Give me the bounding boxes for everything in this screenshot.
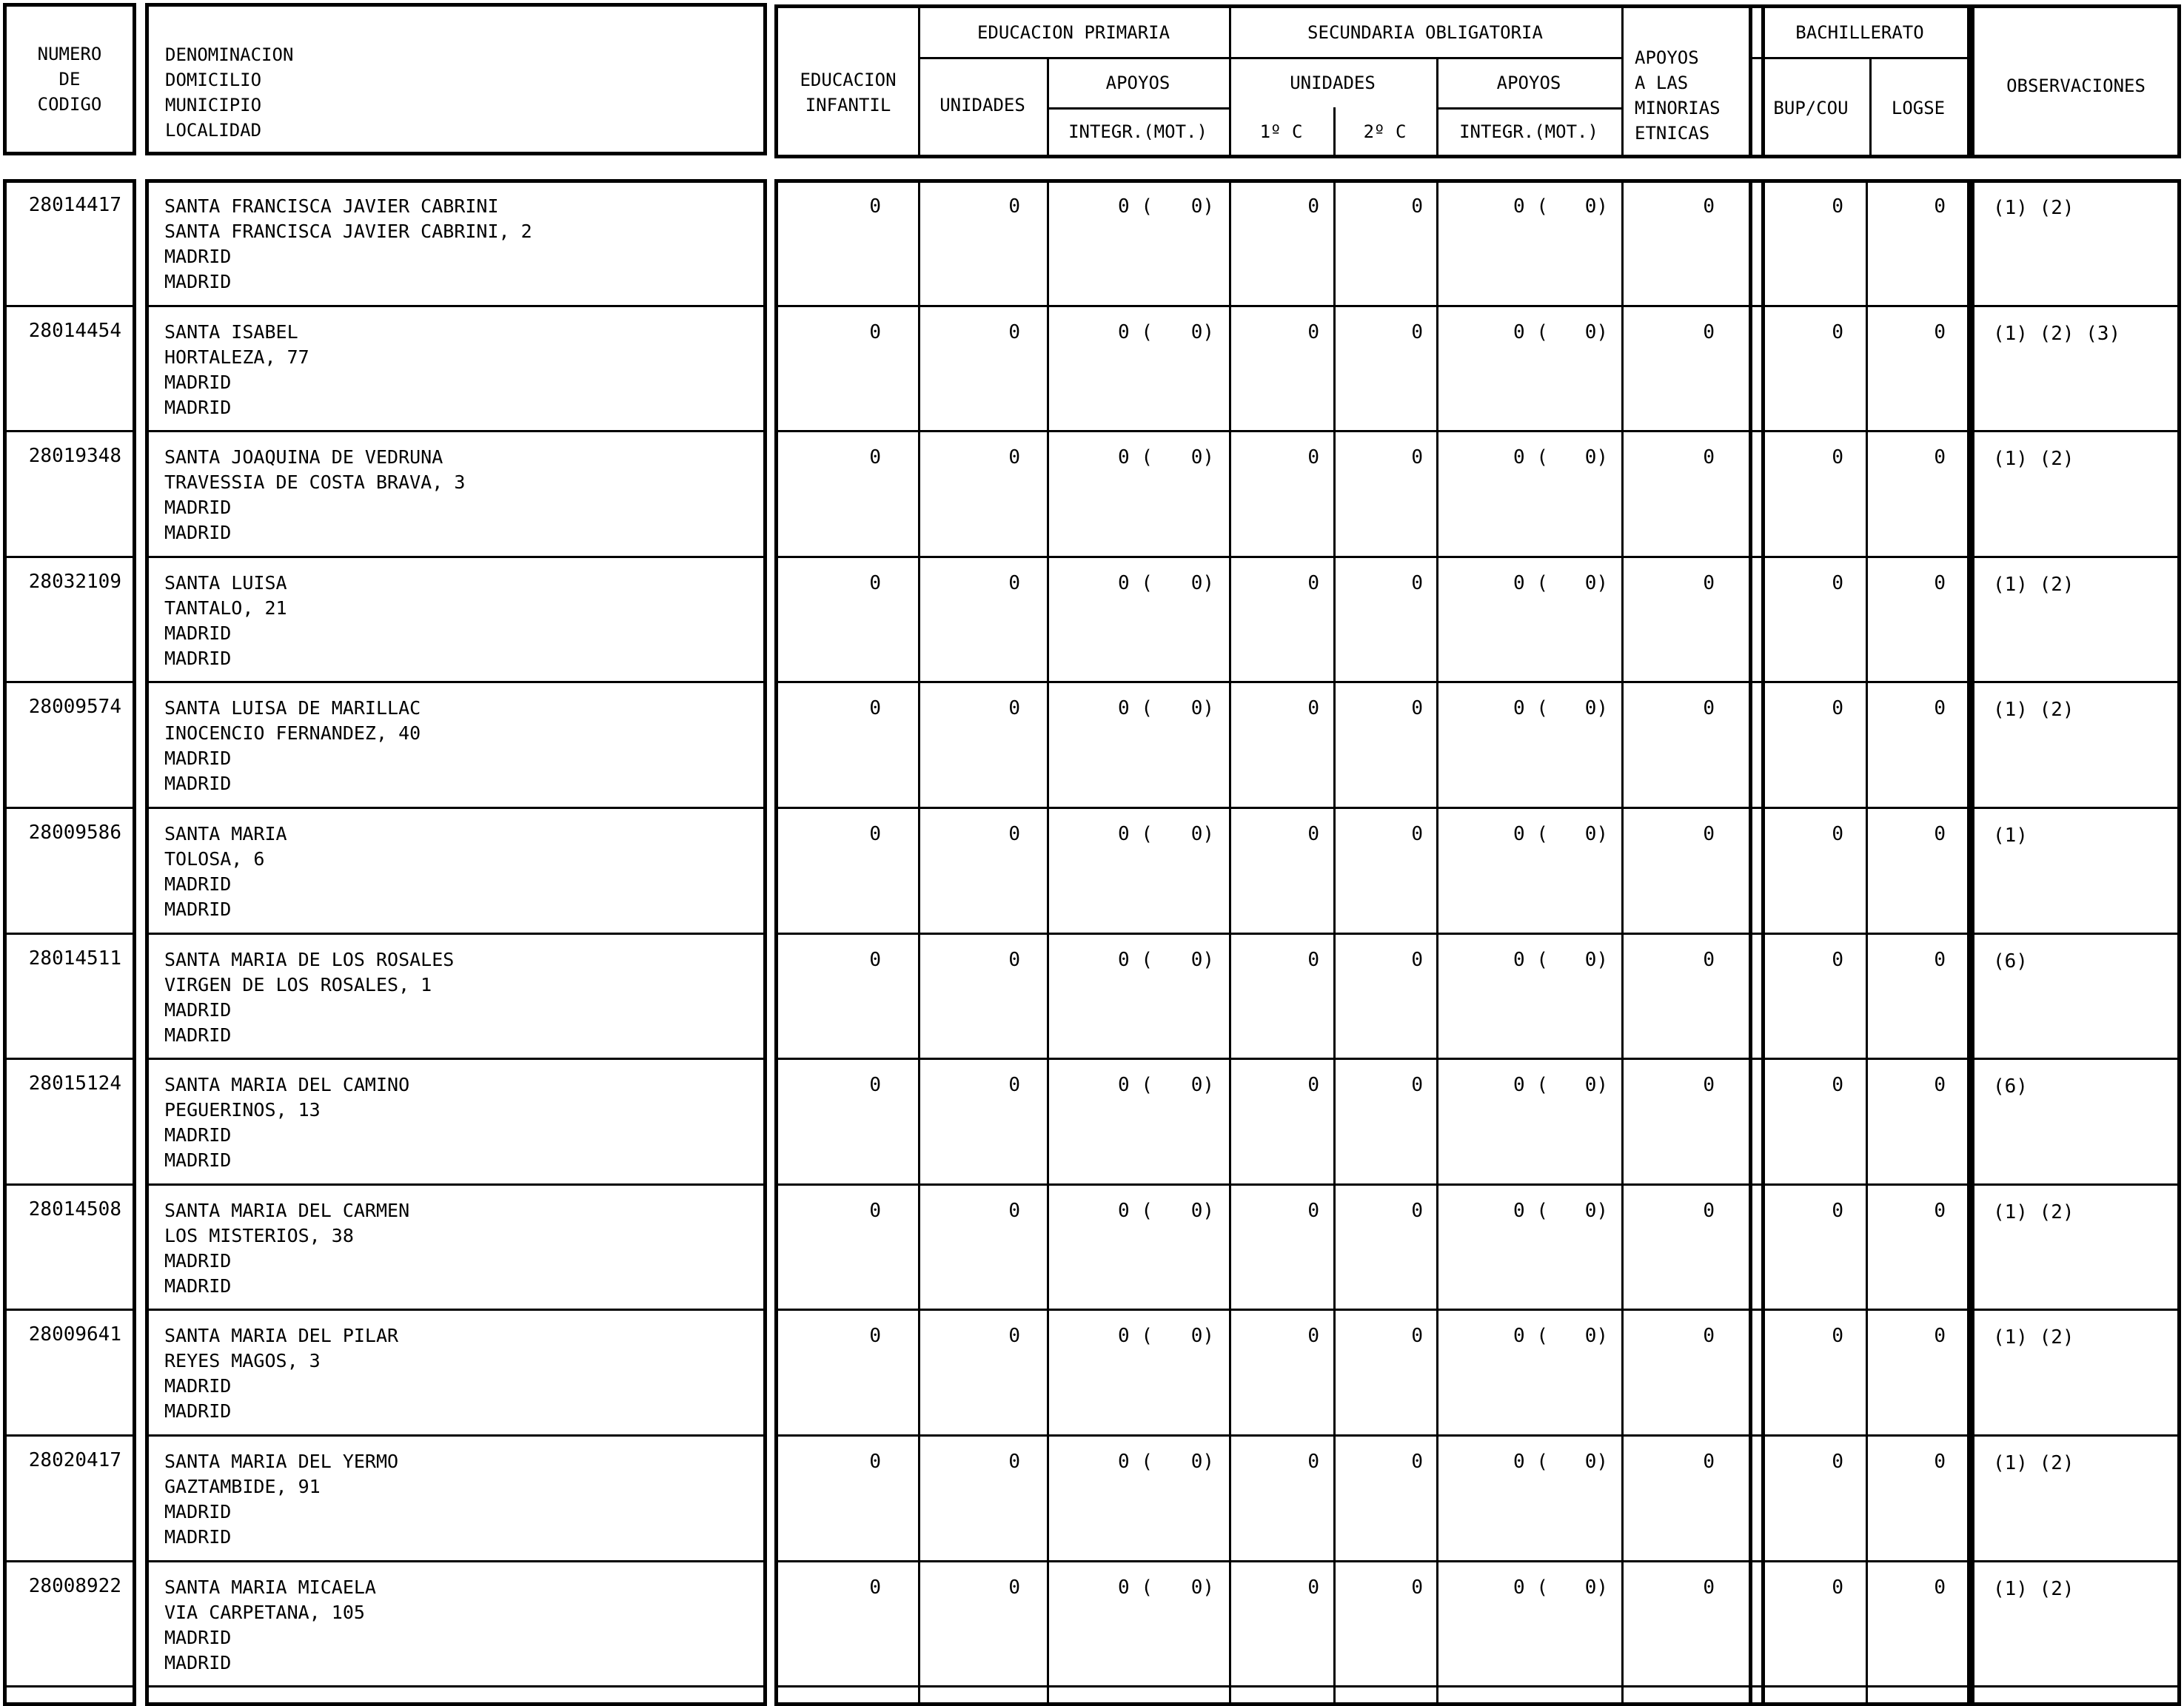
header-numero — [7, 41, 133, 117]
domicilio-value: VIA CARPETANA, 105 — [164, 1602, 365, 1623]
secundaria-mot-value: 0) — [1584, 1074, 1608, 1096]
localidad-value: MADRID — [164, 773, 232, 794]
body-box-bachillerato — [1749, 179, 1971, 1706]
domicilio-value: PEGUERINOS, 13 — [164, 1099, 321, 1121]
primaria-unidades-value: 0 — [1008, 823, 1020, 845]
header-box-denominacion — [145, 3, 767, 155]
header-segundo-ciclo: 2º C — [1363, 121, 1407, 142]
observaciones-value: (1) (2) — [1993, 1578, 2074, 1600]
secundaria-2c-value: 0 — [1411, 1200, 1423, 1222]
primaria-apoyos-value: 0 ( — [1118, 321, 1153, 343]
primaria-unidades-value: 0 — [1008, 1200, 1020, 1222]
domicilio-value: TOLOSA, 6 — [164, 848, 265, 870]
header-secundaria-integr: INTEGR.(MOT.) — [1459, 121, 1598, 142]
primaria-apoyos-value: 0 ( — [1118, 1451, 1153, 1473]
secundaria-2c-value: 0 — [1411, 823, 1423, 845]
municipio-value: MADRID — [164, 497, 232, 518]
secundaria-apoyos-value: 0 ( — [1513, 321, 1548, 343]
localidad-value: MADRID — [164, 522, 232, 543]
primaria-unidades-value: 0 — [1008, 321, 1020, 343]
infantil-value: 0 — [869, 446, 881, 469]
primaria-apoyos-value: 0 ( — [1118, 1576, 1153, 1599]
centro-info — [164, 1072, 409, 1173]
infantil-value: 0 — [869, 949, 881, 971]
codigo-value: 28009586 — [28, 822, 121, 844]
centro-info — [164, 194, 532, 295]
header-box-niveles — [774, 4, 1765, 158]
header-minorias-line: A LAS — [1635, 73, 1689, 93]
header-infantil-line: EDUCACION — [800, 70, 897, 90]
infantil-value: 0 — [869, 1074, 881, 1096]
observaciones-value: (1) (2) — [1993, 1326, 2074, 1349]
secundaria-mot-value: 0) — [1584, 697, 1608, 719]
bup-cou-value: 0 — [1832, 1451, 1843, 1473]
secundaria-apoyos-value: 0 ( — [1513, 823, 1548, 845]
municipio-value: MADRID — [164, 873, 232, 895]
secundaria-mot-value: 0) — [1584, 321, 1608, 343]
bup-cou-value: 0 — [1832, 446, 1843, 469]
codigo-value: 28009641 — [28, 1323, 121, 1346]
header-denominacion-line: MUNICIPIO — [165, 95, 262, 115]
minorias-value: 0 — [1703, 446, 1715, 469]
primaria-mot-value: 0) — [1190, 697, 1214, 719]
logse-value: 0 — [1934, 1074, 1946, 1096]
secundaria-2c-value: 0 — [1411, 1074, 1423, 1096]
localidad-value: MADRID — [164, 1400, 232, 1422]
primaria-mot-value: 0) — [1190, 1200, 1214, 1222]
centro-info — [164, 696, 421, 796]
header-box-codigo — [3, 3, 136, 155]
localidad-value: MADRID — [164, 1149, 232, 1171]
codigo-value: 28032109 — [28, 571, 121, 593]
bup-cou-value: 0 — [1832, 195, 1843, 218]
secundaria-mot-value: 0) — [1584, 1576, 1608, 1599]
secundaria-mot-value: 0) — [1584, 195, 1608, 218]
header-primer-ciclo: 1º C — [1259, 121, 1303, 142]
observaciones-value: (1) (2) — [1993, 448, 2074, 470]
primaria-apoyos-value: 0 ( — [1118, 1200, 1153, 1222]
domicilio-value: SANTA FRANCISCA JAVIER CABRINI, 2 — [164, 221, 532, 242]
header-primaria-apoyos: APOYOS — [1105, 73, 1170, 93]
primaria-mot-value: 0) — [1190, 195, 1214, 218]
logse-value: 0 — [1934, 949, 1946, 971]
secundaria-mot-value: 0) — [1584, 823, 1608, 845]
denominacion-value: SANTA LUISA DE MARILLAC — [164, 697, 421, 719]
infantil-value: 0 — [869, 1325, 881, 1347]
localidad-value: MADRID — [164, 1275, 232, 1297]
municipio-value: MADRID — [164, 1501, 232, 1522]
minorias-value: 0 — [1703, 1576, 1715, 1599]
logse-value: 0 — [1934, 1325, 1946, 1347]
bup-cou-value: 0 — [1832, 1074, 1843, 1096]
municipio-value: MADRID — [164, 372, 232, 393]
secundaria-2c-value: 0 — [1411, 195, 1423, 218]
header-educacion-primaria: EDUCACION PRIMARIA — [977, 22, 1170, 43]
centro-info — [164, 320, 309, 420]
header-minorias-line: APOYOS — [1635, 47, 1699, 68]
header-logse: LOGSE — [1891, 98, 1946, 118]
secundaria-1c-value: 0 — [1307, 949, 1319, 971]
denominacion-value: SANTA MARIA MICAELA — [164, 1576, 376, 1598]
logse-value: 0 — [1934, 1451, 1946, 1473]
infantil-value: 0 — [869, 697, 881, 719]
centro-info — [164, 445, 465, 545]
centro-info — [164, 1449, 398, 1550]
primaria-unidades-value: 0 — [1008, 195, 1020, 218]
header-box-bachillerato — [1749, 4, 1971, 158]
secundaria-1c-value: 0 — [1307, 1074, 1319, 1096]
header-denominacion — [165, 42, 293, 143]
domicilio-value: INOCENCIO FERNANDEZ, 40 — [164, 722, 421, 744]
secundaria-apoyos-value: 0 ( — [1513, 949, 1548, 971]
denominacion-value: SANTA MARIA — [164, 823, 287, 844]
logse-value: 0 — [1934, 195, 1946, 218]
secundaria-1c-value: 0 — [1307, 697, 1319, 719]
header-box-observaciones — [1971, 4, 2181, 158]
primaria-apoyos-value: 0 ( — [1118, 1325, 1153, 1347]
minorias-value: 0 — [1703, 572, 1715, 594]
minorias-value: 0 — [1703, 321, 1715, 343]
secundaria-2c-value: 0 — [1411, 321, 1423, 343]
denominacion-value: SANTA LUISA — [164, 572, 287, 594]
header-numero-line: CODIGO — [37, 94, 102, 115]
body-box-niveles — [774, 179, 1765, 1706]
primaria-apoyos-value: 0 ( — [1118, 949, 1153, 971]
primaria-apoyos-value: 0 ( — [1118, 572, 1153, 594]
primaria-mot-value: 0) — [1190, 1325, 1214, 1347]
logse-value: 0 — [1934, 823, 1946, 845]
municipio-value: MADRID — [164, 748, 232, 769]
header-primaria-integr: INTEGR.(MOT.) — [1068, 121, 1207, 142]
primaria-apoyos-value: 0 ( — [1118, 195, 1153, 218]
localidad-value: MADRID — [164, 648, 232, 669]
secundaria-1c-value: 0 — [1307, 1200, 1319, 1222]
codigo-value: 28020417 — [28, 1449, 121, 1471]
minorias-value: 0 — [1703, 1074, 1715, 1096]
observaciones-value: (6) — [1993, 1075, 2028, 1098]
secundaria-apoyos-value: 0 ( — [1513, 1451, 1548, 1473]
denominacion-value: SANTA MARIA DEL PILAR — [164, 1325, 399, 1346]
header-secundaria-unidades: UNIDADES — [1290, 73, 1376, 93]
primaria-unidades-value: 0 — [1008, 1325, 1020, 1347]
header-educacion-infantil — [778, 67, 918, 118]
secundaria-mot-value: 0) — [1584, 949, 1608, 971]
secundaria-mot-value: 0) — [1584, 1200, 1608, 1222]
minorias-value: 0 — [1703, 195, 1715, 218]
logse-value: 0 — [1934, 1200, 1946, 1222]
header-numero-line: DE — [58, 69, 81, 90]
secundaria-apoyos-value: 0 ( — [1513, 1576, 1548, 1599]
infantil-value: 0 — [869, 823, 881, 845]
localidad-value: MADRID — [164, 1024, 232, 1046]
logse-value: 0 — [1934, 572, 1946, 594]
bup-cou-value: 0 — [1832, 823, 1843, 845]
codigo-value: 28014417 — [28, 194, 121, 216]
municipio-value: MADRID — [164, 1250, 232, 1272]
primaria-mot-value: 0) — [1190, 949, 1214, 971]
header-bachillerato: BACHILLERATO — [1795, 22, 1924, 43]
observaciones-value: (1) — [1993, 825, 2028, 847]
secundaria-1c-value: 0 — [1307, 195, 1319, 218]
secundaria-2c-value: 0 — [1411, 572, 1423, 594]
localidad-value: MADRID — [164, 271, 232, 292]
denominacion-value: SANTA MARIA DEL CAMINO — [164, 1074, 410, 1095]
observaciones-value: (1) (2) — [1993, 1452, 2074, 1474]
observaciones-value: (1) (2) (3) — [1993, 323, 2121, 345]
bup-cou-value: 0 — [1832, 1200, 1843, 1222]
secundaria-2c-value: 0 — [1411, 446, 1423, 469]
primaria-unidades-value: 0 — [1008, 1451, 1020, 1473]
codigo-value: 28014454 — [28, 320, 121, 342]
secundaria-apoyos-value: 0 ( — [1513, 1200, 1548, 1222]
observaciones-value: (1) (2) — [1993, 197, 2074, 219]
primaria-unidades-value: 0 — [1008, 1074, 1020, 1096]
codigo-value: 28014508 — [28, 1198, 121, 1220]
centro-info — [164, 1198, 409, 1299]
denominacion-value: SANTA MARIA DEL YERMO — [164, 1451, 399, 1472]
codigo-value: 28009574 — [28, 696, 121, 718]
denominacion-value: SANTA JOAQUINA DE VEDRUNA — [164, 446, 443, 468]
secundaria-mot-value: 0) — [1584, 572, 1608, 594]
bup-cou-value: 0 — [1832, 1576, 1843, 1599]
municipio-value: MADRID — [164, 1375, 232, 1397]
observaciones-value: (1) (2) — [1993, 574, 2074, 596]
header-minorias-line: MINORIAS — [1635, 98, 1721, 118]
header-minorias-line: ETNICAS — [1635, 123, 1710, 144]
municipio-value: MADRID — [164, 999, 232, 1021]
primaria-mot-value: 0) — [1190, 1451, 1214, 1473]
denominacion-value: SANTA MARIA DE LOS ROSALES — [164, 949, 455, 970]
minorias-value: 0 — [1703, 697, 1715, 719]
domicilio-value: TRAVESSIA DE COSTA BRAVA, 3 — [164, 471, 466, 493]
bup-cou-value: 0 — [1832, 1325, 1843, 1347]
centro-info — [164, 822, 287, 922]
domicilio-value: VIRGEN DE LOS ROSALES, 1 — [164, 974, 432, 995]
secundaria-2c-value: 0 — [1411, 949, 1423, 971]
logse-value: 0 — [1934, 446, 1946, 469]
infantil-value: 0 — [869, 572, 881, 594]
secundaria-1c-value: 0 — [1307, 572, 1319, 594]
localidad-value: MADRID — [164, 1652, 232, 1673]
secundaria-mot-value: 0) — [1584, 1325, 1608, 1347]
infantil-value: 0 — [869, 321, 881, 343]
infantil-value: 0 — [869, 195, 881, 218]
bup-cou-value: 0 — [1832, 949, 1843, 971]
primaria-mot-value: 0) — [1190, 321, 1214, 343]
header-numero-line: NUMERO — [37, 44, 102, 64]
header-secundaria-apoyos: APOYOS — [1496, 73, 1561, 93]
observaciones-value: (1) (2) — [1993, 699, 2074, 721]
body-box-observaciones — [1971, 179, 2181, 1706]
secundaria-apoyos-value: 0 ( — [1513, 1074, 1548, 1096]
localidad-value: MADRID — [164, 899, 232, 920]
infantil-value: 0 — [869, 1451, 881, 1473]
secundaria-apoyos-value: 0 ( — [1513, 1325, 1548, 1347]
municipio-value: MADRID — [164, 622, 232, 644]
domicilio-value: LOS MISTERIOS, 38 — [164, 1225, 354, 1246]
primaria-mot-value: 0) — [1190, 823, 1214, 845]
domicilio-value: GAZTAMBIDE, 91 — [164, 1476, 321, 1497]
codigo-value: 28015124 — [28, 1072, 121, 1095]
domicilio-value: TANTALO, 21 — [164, 597, 287, 619]
header-apoyos-minorias — [1635, 45, 1721, 146]
codigo-value: 28019348 — [28, 445, 121, 467]
secundaria-apoyos-value: 0 ( — [1513, 446, 1548, 469]
minorias-value: 0 — [1703, 1325, 1715, 1347]
header-observaciones: OBSERVACIONES — [2006, 75, 2146, 96]
centro-info — [164, 571, 287, 671]
minorias-value: 0 — [1703, 823, 1715, 845]
infantil-value: 0 — [869, 1200, 881, 1222]
primaria-apoyos-value: 0 ( — [1118, 823, 1153, 845]
centro-info — [164, 947, 454, 1048]
minorias-value: 0 — [1703, 1200, 1715, 1222]
header-infantil-line: INFANTIL — [805, 95, 891, 115]
secundaria-1c-value: 0 — [1307, 321, 1319, 343]
primaria-apoyos-value: 0 ( — [1118, 697, 1153, 719]
secundaria-1c-value: 0 — [1307, 1325, 1319, 1347]
logse-value: 0 — [1934, 321, 1946, 343]
localidad-value: MADRID — [164, 1526, 232, 1548]
primaria-apoyos-value: 0 ( — [1118, 446, 1153, 469]
logse-value: 0 — [1934, 697, 1946, 719]
secundaria-1c-value: 0 — [1307, 1576, 1319, 1599]
observaciones-value: (6) — [1993, 950, 2028, 973]
denominacion-value: SANTA MARIA DEL CARMEN — [164, 1200, 410, 1221]
primaria-mot-value: 0) — [1190, 572, 1214, 594]
localidad-value: MADRID — [164, 397, 232, 418]
primaria-unidades-value: 0 — [1008, 446, 1020, 469]
header-primaria-unidades: UNIDADES — [939, 95, 1025, 115]
secundaria-2c-value: 0 — [1411, 1325, 1423, 1347]
bup-cou-value: 0 — [1832, 697, 1843, 719]
primaria-mot-value: 0) — [1190, 446, 1214, 469]
secundaria-mot-value: 0) — [1584, 446, 1608, 469]
primaria-unidades-value: 0 — [1008, 572, 1020, 594]
codigo-value: 28014511 — [28, 947, 121, 970]
primaria-mot-value: 0) — [1190, 1576, 1214, 1599]
secundaria-2c-value: 0 — [1411, 1451, 1423, 1473]
minorias-value: 0 — [1703, 949, 1715, 971]
municipio-value: MADRID — [164, 246, 232, 267]
header-bup-cou: BUP/COU — [1773, 98, 1849, 118]
centro-info — [164, 1575, 376, 1676]
secundaria-2c-value: 0 — [1411, 697, 1423, 719]
primaria-unidades-value: 0 — [1008, 697, 1020, 719]
bup-cou-value: 0 — [1832, 572, 1843, 594]
infantil-value: 0 — [869, 1576, 881, 1599]
header-denominacion-line: DOMICILIO — [165, 70, 262, 90]
observaciones-value: (1) (2) — [1993, 1201, 2074, 1223]
centro-info — [164, 1323, 398, 1424]
secundaria-1c-value: 0 — [1307, 1451, 1319, 1473]
secundaria-apoyos-value: 0 ( — [1513, 697, 1548, 719]
denominacion-value: SANTA ISABEL — [164, 321, 298, 343]
body-box-codigo — [3, 179, 136, 1706]
minorias-value: 0 — [1703, 1451, 1715, 1473]
header-denominacion-line: DENOMINACION — [165, 44, 294, 65]
codigo-value: 28008922 — [28, 1575, 121, 1597]
header-denominacion-line: LOCALIDAD — [165, 120, 262, 141]
primaria-unidades-value: 0 — [1008, 949, 1020, 971]
secundaria-1c-value: 0 — [1307, 446, 1319, 469]
primaria-apoyos-value: 0 ( — [1118, 1074, 1153, 1096]
header-secundaria-obligatoria: SECUNDARIA OBLIGATORIA — [1307, 22, 1543, 43]
denominacion-value: SANTA FRANCISCA JAVIER CABRINI — [164, 195, 499, 217]
primaria-mot-value: 0) — [1190, 1074, 1214, 1096]
logse-value: 0 — [1934, 1576, 1946, 1599]
bup-cou-value: 0 — [1832, 321, 1843, 343]
municipio-value: MADRID — [164, 1124, 232, 1146]
secundaria-2c-value: 0 — [1411, 1576, 1423, 1599]
municipio-value: MADRID — [164, 1627, 232, 1648]
secundaria-1c-value: 0 — [1307, 823, 1319, 845]
secundaria-mot-value: 0) — [1584, 1451, 1608, 1473]
secundaria-apoyos-value: 0 ( — [1513, 195, 1548, 218]
secundaria-apoyos-value: 0 ( — [1513, 572, 1548, 594]
primaria-unidades-value: 0 — [1008, 1576, 1020, 1599]
domicilio-value: HORTALEZA, 77 — [164, 346, 309, 368]
domicilio-value: REYES MAGOS, 3 — [164, 1350, 321, 1371]
